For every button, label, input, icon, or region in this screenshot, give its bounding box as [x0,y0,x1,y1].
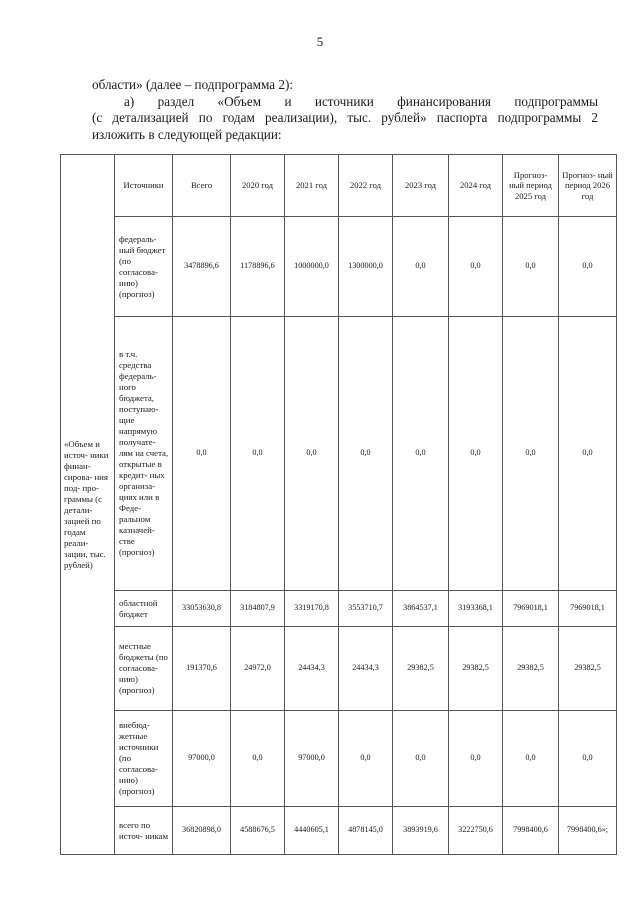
table-cell: 1178896,6 [231,217,285,317]
table-cell: 3553710,7 [339,591,393,627]
table-cell: 1300000,0 [339,217,393,317]
table-cell: 1000000,0 [285,217,339,317]
table-cell: 97000,0 [173,711,231,807]
section-label: «Объем и источ- ники финан- сирова- ния под- про- граммы (с детали- зацией по годам реали- зации, тыс. рублей) [61,155,115,855]
intro-line-1: области» (далее – подпрограмма 2): [92,77,293,92]
table-cell: 3864537,1 [393,591,449,627]
header-sources: Источники [115,155,173,217]
table-row [61,627,617,711]
table-cell: 7969018,1 [559,591,617,627]
table-cell: 4878145,0 [339,807,393,855]
intro-paragraph [92,77,598,143]
table-cell: 24434,3 [339,627,393,711]
table-row [61,591,617,627]
page-number: 5 [316,34,324,49]
header-2020: 2020 год [231,155,285,217]
row-source-extrabudgetary: внебюд- жетные источники (по согласова- нию) (прогноз) [115,711,173,807]
table-cell: 3222750,6 [449,807,503,855]
table-cell: 97000,0 [285,711,339,807]
row-source-regional: областной бюджет [115,591,173,627]
table-cell: 0,0 [393,317,449,591]
table-cell: 0,0 [231,317,285,591]
table-cell: 3319170,8 [285,591,339,627]
table-cell: 3184807,9 [231,591,285,627]
table-cell: 0,0 [449,217,503,317]
intro-line-2: а) раздел «Объем и источники финансирования подпрограммы [124,93,598,109]
table-cell: 0,0 [393,711,449,807]
table-cell: 7998400,6»; [559,807,617,855]
table-cell: 29382,5 [449,627,503,711]
table-cell: 0,0 [173,317,231,591]
table-cell: 29382,5 [393,627,449,711]
table-cell: 7969018,1 [503,591,559,627]
table-cell: 33053630,8 [173,591,231,627]
table-cell: 0,0 [449,317,503,591]
table-cell: 0,0 [449,711,503,807]
table-cell: 3193368,1 [449,591,503,627]
table-row [61,217,617,317]
header-2023: 2023 год [393,155,449,217]
table-cell: 0,0 [559,217,617,317]
table-cell: 29382,5 [559,627,617,711]
table-cell: 36820898,0 [173,807,231,855]
table-cell: 29382,5 [503,627,559,711]
intro-line-4: изложить в следующей редакции: [92,126,282,142]
table-cell: 24434,3 [285,627,339,711]
row-source-total: всего по источ- никам [115,807,173,855]
table-cell: 0,0 [503,711,559,807]
table-cell: 0,0 [285,317,339,591]
header-2021: 2021 год [285,155,339,217]
table-cell: 0,0 [503,317,559,591]
header-2024: 2024 год [449,155,503,217]
table-cell: 3478896,6 [173,217,231,317]
table-row [61,711,617,807]
table-cell: 3893919,6 [393,807,449,855]
table-cell: 0,0 [339,711,393,807]
table-cell: 0,0 [559,711,617,807]
header-2025: Прогноз- ный период 2025 год [503,155,559,217]
table-cell: 0,0 [559,317,617,591]
table-cell: 4440605,1 [285,807,339,855]
header-2026: Прогноз- ный период 2026 год [559,155,617,217]
table-cell: 24972,0 [231,627,285,711]
table-cell: 4588676,5 [231,807,285,855]
row-source-federal-direct: в т.ч. средства федераль- ного бюджета, поступаю- щие напрямую получате- лям на счета, открытые в кредит- ных организа- циях или в Феде- ральном казначей- стве (прогноз) [115,317,173,591]
financing-table [60,154,617,855]
table-row [61,317,617,591]
row-source-local: местные бюджеты (по согласова- нию) (прогноз) [115,627,173,711]
intro-line-3: (с детализацией по годам реализации), тыс. рублей» паспорта подпрограммы 2 [92,110,598,125]
table-cell: 0,0 [393,217,449,317]
header-total: Всего [173,155,231,217]
table-row [61,807,617,855]
table-cell: 0,0 [503,217,559,317]
table-cell: 191370,6 [173,627,231,711]
table-cell: 7998400,6 [503,807,559,855]
table-cell: 0,0 [339,317,393,591]
header-2022: 2022 год [339,155,393,217]
row-source-federal: федераль- ный бюджет (по согласова- нию) (прогноз) [115,217,173,317]
table-cell: 0,0 [231,711,285,807]
